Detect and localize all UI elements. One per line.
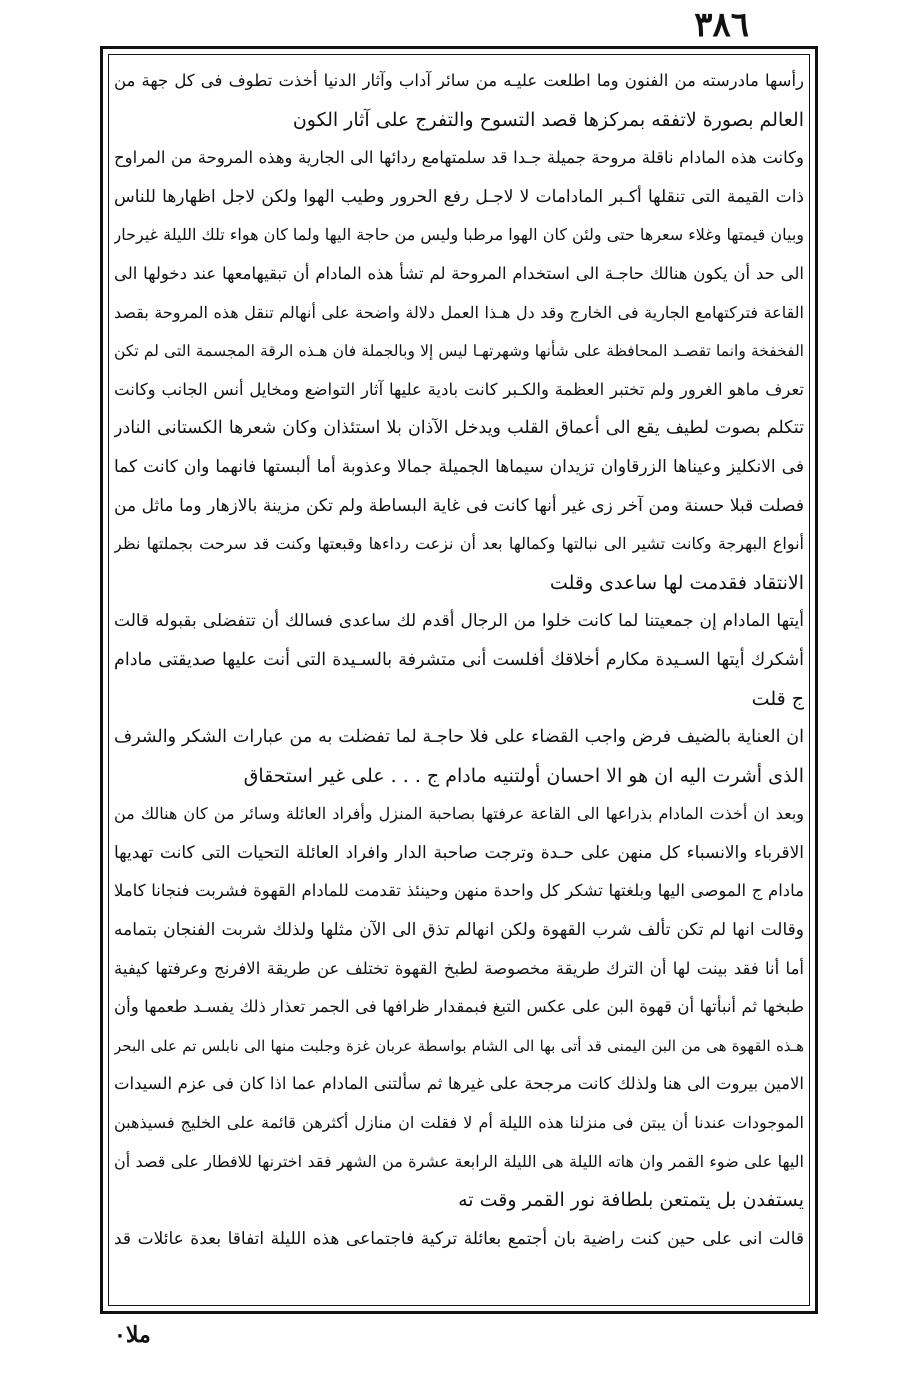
text-line: وقالت انها لم تكن تألف شرب القهوة ولكن انهالم تذق الى الآن مثلها ولذلك شربت الفنجان بتمامه: [114, 920, 804, 941]
text-line: الفخفخة وانما تقصـد المحافظة على شأنها وشهرتهـا ليس إلا وبالجملة فان هـذه الرقة المجسمة التى لم تكن: [114, 342, 804, 361]
text-line: تتكلم بصوت لطيف يقع الى أعماق القلب ويدخل الآذان بلا استئذان وكان شعرها الكستانى النادر: [114, 418, 804, 439]
text-line: أنواع البهرجة وكانت تشير الى نبالتها وكمالها بعد أن نزعت رداءها وقبعتها وكنت قد سرحت بجملتها نظر: [114, 534, 804, 554]
text-line: اليها على ضوء القمر وان هاته الليلة هى الليلة الرابعة عشرة من الشهر فقد اخترنها للافطار على قصد أن: [114, 1151, 804, 1171]
text-line: طبخها ثم أنبأتها أن قهوة البن على عكس التبغ فبمقدار ظرافها فى الجمر تعذار ذلك يفسـد طعمها وأن: [114, 997, 804, 1017]
text-line: الذى أشرت اليه ان هو الا احسان أولتنيه مادام ج . . . على غير استحقاق: [243, 764, 804, 787]
text-line: وبيان قيمتها وغلاء سعرها حتى ولئن كان الهوا مرطبا وليس من حاجة اليها ولما كان هواء تلك الليلة غيرحار: [114, 225, 804, 245]
text-line: قالت انى على حين كنت راضية بان أجتمع بعائلة تركية فاجتماعى هذه الليلة اتفاقا بعدة عائلات قد: [114, 1228, 804, 1249]
text-line: الامين بيروت الى هنا ولذلك كانت مرجحة على غيرها ثم سألتنى المادام عما اذا كان فى عزم السيدات: [114, 1074, 804, 1094]
text-line: مادام ج الموصى اليها وبلغتها تشكر كل واحدة منهن وحينئذ تقدمت للمادام القهوة فشربت فنجانا كاملا: [114, 881, 804, 901]
text-line: القاعة فتركتهامع الجارية فى الخارج وقد دل هـذا العمل دلالة واضحة على أنهالم تنقل هذه المروحة بقصد: [114, 302, 804, 322]
text-line: رأسها مادرسته من الفنون وما اطلعت عليـه من سائر آداب وآثار الدنيا أخذت تطوف فى كل جهة من: [114, 71, 804, 90]
text-line: فصلت قبلا حسنة ومن آخر زى غير أنها كانت فى غاية البساطة ولم تكن مزينة بالازهار وما ماثل من: [114, 495, 804, 516]
text-line: أما أنا فقد بينت لها أن الترك طريقة مخصوصة لطبخ القهوة تختلف عن طريقة الافرنج وعرفتها كيفية: [114, 958, 804, 978]
text-line: الانتقاد فقدمت لها ساعدى وقلت: [549, 571, 804, 594]
text-line: ذات القيمة التى تنقلها أكـبر المادامات لا لاجـل رفع الحرور وطيب الهوا ولكن لاجل اظهارها للناس: [114, 186, 804, 207]
text-line: الاقرباء والانسباء كل منهن على حـدة وترجت صاحبة الدار وافراد العائلة التحيات التى كانت تهديها: [114, 842, 804, 863]
text-line: وكانت هذه المادام ناقلة مروحة جميلة جـدا قد سلمتهامع ردائها الى الجارية وهذه المروحة من المراوح: [114, 148, 804, 168]
text-line: يستفدن بل يتمتعن بلطافة نور القمر وقت ته: [458, 1189, 804, 1212]
body-text: [114, 62, 804, 1302]
text-line: تعرف ماهو الغرور ولم تختبر العظمة والكـبر كانت بادية عليها آثار التواضع ومخايل أنس الجانب وكانت: [114, 379, 804, 399]
text-line: العالم بصورة لاتفقه بمركزها قصد التسوح والتفرج على آثار الكون: [292, 108, 804, 131]
text-line: أشكرك أيتها السـيدة مكارم أخلاقك أفلست أنى متشرفة بالسـيدة التى أنت عليها صديقتى مادام: [114, 649, 804, 670]
text-line: الى حد أن يكون هنالك حاجـة الى استخدام المروحة لم تشأ هذه المادام أن تبقيهامعها عند دخولها الى: [114, 263, 804, 283]
text-line: الموجودات عندنا أن يبتن فى منزلنا هذه الليلة أم لا فقلت ان منازل أكثرهن قائمة على الخليج فسيذهبن: [114, 1113, 804, 1133]
footer-mark: ملا٠: [114, 1322, 151, 1348]
text-line: أيتها المادام إن جمعيتنا لما كانت خلوا من الرجال أقدم لك ساعدى فسالك أن تتفضلى بقبوله قالت: [114, 611, 804, 632]
text-line: فى الانكليز وعيناها الزرقاوان تزيدان سيماها الجميلة جمالا وعذوبة أما ألبستها فانهما وان كانت كما: [114, 456, 804, 477]
text-line: ج قلت: [751, 687, 804, 710]
text-line: هـذه القهوة هى من البن اليمنى قد أتى بها الى الشام بواسطة عربان غزة وجلبت منها الى نابلس تم على البحر: [114, 1036, 804, 1055]
text-line: ان العناية بالضيف فرض واجب القضاء على فلا حاجـة لما تفضلت به من عبارات الشكر والشرف: [114, 727, 804, 748]
page-number: ٣٨٦: [694, 5, 749, 45]
text-line: وبعد ان أخذت المادام بذراعها الى القاعة عرفتها بصاحبة المنزل وأفراد العائلة وسائر من كان هنالك من: [114, 804, 804, 824]
